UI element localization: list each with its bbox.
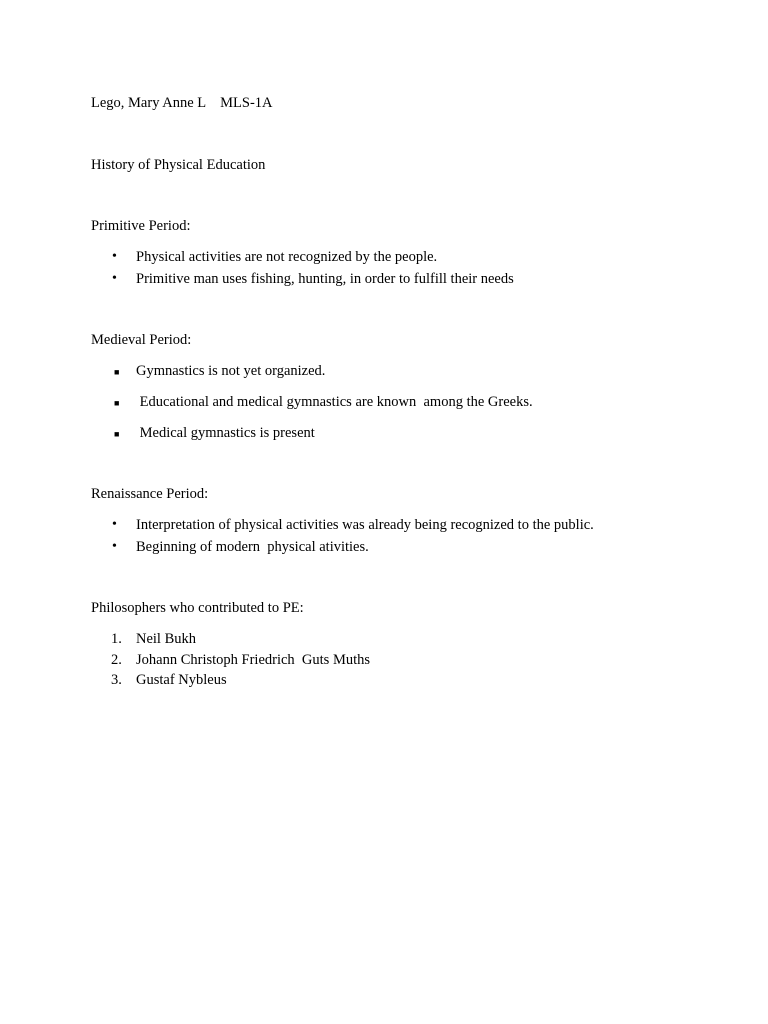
bullet-square: ■ (114, 367, 120, 377)
list-item: Neil Bukh (136, 631, 197, 647)
bullet-disc: • (112, 271, 117, 286)
bullet-disc: • (112, 517, 117, 532)
section-heading-primitive: Primitive Period: (91, 218, 191, 234)
list-item: Physical activities are not recognized by the people. (136, 249, 438, 265)
list-item: Gustaf Nybleus (136, 672, 227, 688)
bullet-disc: • (112, 539, 117, 554)
list-number: 2. (111, 652, 122, 668)
bullet-square: ■ (114, 398, 120, 408)
list-item: Medical gymnastics is present (136, 425, 315, 441)
list-number: 1. (111, 631, 122, 647)
list-number: 3. (111, 672, 122, 688)
section-heading-renaissance: Renaissance Period: (91, 486, 209, 502)
author-line: Lego, Mary Anne L MLS-1A (91, 95, 273, 111)
bullet-square: ■ (114, 429, 120, 439)
section-heading-philosophers: Philosophers who contributed to PE: (91, 600, 304, 616)
list-item: Gymnastics is not yet organized. (136, 363, 326, 379)
document-title: History of Physical Education (91, 157, 266, 173)
list-item: Johann Christoph Friedrich Guts Muths (136, 652, 371, 668)
list-item: Primitive man uses fishing, hunting, in order to fulfill their needs (136, 271, 514, 287)
section-heading-medieval: Medieval Period: (91, 332, 192, 348)
bullet-disc: • (112, 249, 117, 264)
list-item: Interpretation of physical activities was already being recognized to the public. (136, 517, 594, 533)
list-item: Beginning of modern physical ativities. (136, 539, 369, 555)
list-item: Educational and medical gymnastics are known among the Greeks. (136, 394, 533, 410)
